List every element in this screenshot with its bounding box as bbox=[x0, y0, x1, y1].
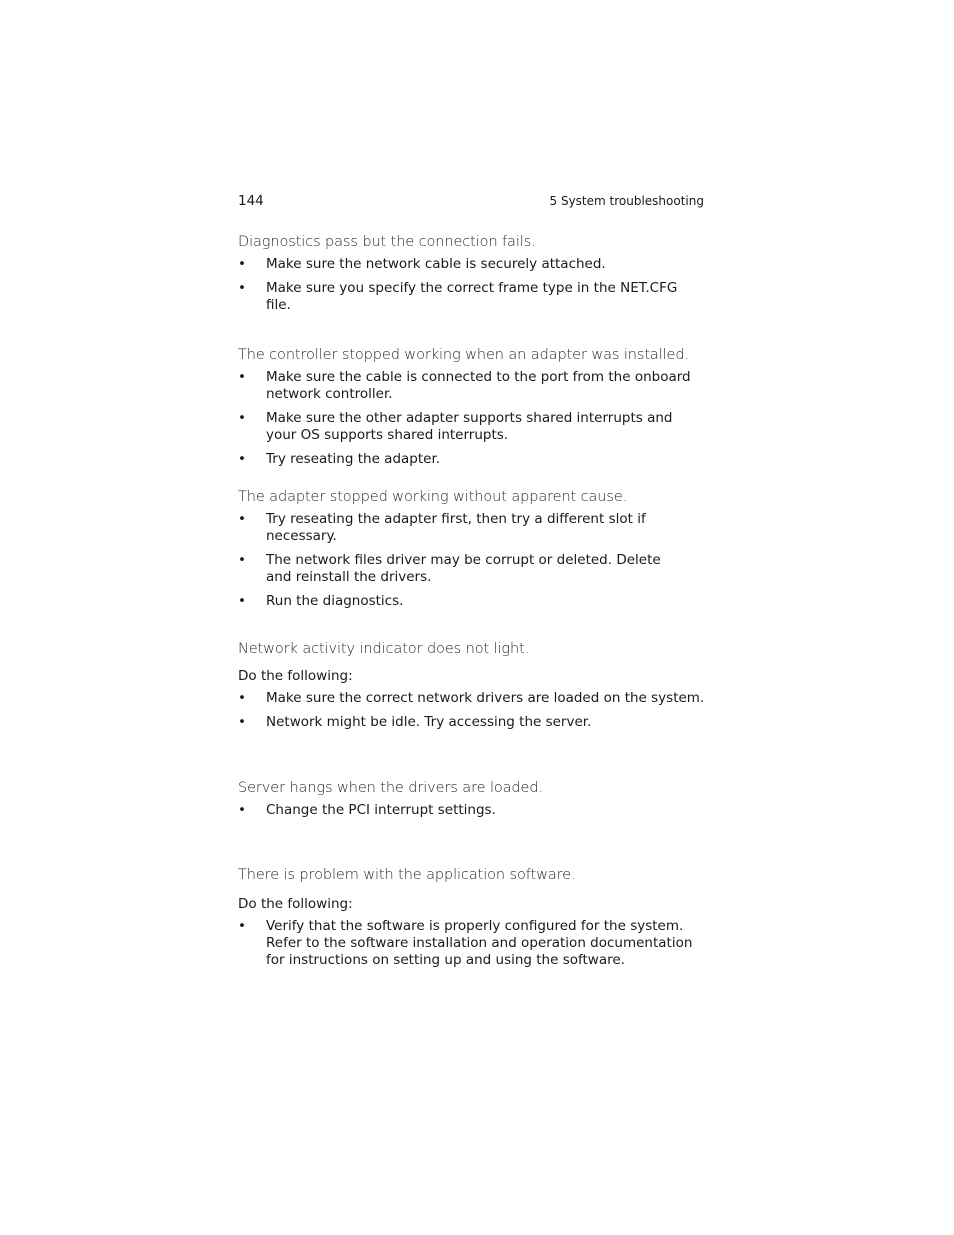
list-item bbox=[238, 451, 706, 468]
section-heading: The controller stopped working when an adapter was installed. bbox=[238, 347, 689, 363]
list-item bbox=[238, 369, 696, 403]
list-item bbox=[238, 552, 686, 586]
troubleshooting-section bbox=[238, 639, 708, 738]
list-item bbox=[238, 918, 706, 969]
list-item bbox=[238, 690, 706, 707]
list-item bbox=[238, 410, 706, 444]
bullet-icon: • bbox=[238, 369, 246, 385]
list-item bbox=[238, 256, 706, 273]
list-item-text: Verify that the software is properly configured for the system. Refer to the software installation and operation documentation for instructions on setting up and using the software. bbox=[266, 918, 693, 968]
list-item bbox=[238, 280, 706, 314]
bullet-icon: • bbox=[238, 918, 246, 934]
section-heading: Diagnostics pass but the connection fails. bbox=[238, 234, 536, 250]
running-head: 5 System troubleshooting bbox=[549, 194, 704, 208]
list-item-text: Make sure you specify the correct frame type in the NET.CFG file. bbox=[266, 280, 678, 313]
bullet-list bbox=[238, 256, 708, 314]
list-item bbox=[238, 511, 711, 545]
section-heading: There is problem with the application software. bbox=[238, 867, 576, 883]
bullet-list bbox=[238, 511, 708, 610]
list-item-text: Try reseating the adapter first, then try a different slot if necessary. bbox=[266, 511, 646, 544]
bullet-list bbox=[238, 802, 708, 819]
bullet-icon: • bbox=[238, 410, 246, 426]
bullet-list bbox=[238, 369, 708, 468]
list-item-text: Make sure the other adapter supports shared interrupts and your OS supports shared interrupts. bbox=[266, 410, 673, 443]
list-item-text: Make sure the network cable is securely attached. bbox=[266, 256, 606, 272]
list-item-text: Try reseating the adapter. bbox=[266, 451, 441, 467]
bullet-icon: • bbox=[238, 256, 246, 272]
troubleshooting-section bbox=[238, 487, 708, 617]
list-item-text: Make sure the cable is connected to the port from the onboard network controller. bbox=[266, 369, 691, 402]
bullet-icon: • bbox=[238, 593, 246, 609]
bullet-icon: • bbox=[238, 552, 246, 568]
troubleshooting-section bbox=[238, 865, 708, 976]
list-item-text: Make sure the correct network drivers are loaded on the system. bbox=[266, 690, 705, 706]
section-heading: Server hangs when the drivers are loaded. bbox=[238, 780, 543, 796]
bullet-icon: • bbox=[238, 280, 246, 296]
list-item-text: The network files driver may be corrupt or deleted. Delete and reinstall the drivers. bbox=[266, 552, 661, 585]
list-item bbox=[238, 802, 706, 819]
troubleshooting-section bbox=[238, 232, 708, 321]
bullet-icon: • bbox=[238, 511, 246, 527]
bullet-icon: • bbox=[238, 802, 246, 818]
list-item-text: Change the PCI interrupt settings. bbox=[266, 802, 496, 818]
section-intro: Do the following: bbox=[238, 896, 353, 912]
section-intro: Do the following: bbox=[238, 668, 353, 684]
list-item-text: Run the diagnostics. bbox=[266, 593, 404, 609]
page-number: 144 bbox=[238, 193, 264, 209]
bullet-icon: • bbox=[238, 690, 246, 706]
bullet-icon: • bbox=[238, 451, 246, 467]
list-item bbox=[238, 714, 706, 731]
list-item bbox=[238, 593, 706, 610]
list-item-text: Network might be idle. Try accessing the server. bbox=[266, 714, 592, 730]
section-heading: Network activity indicator does not light. bbox=[238, 641, 530, 657]
bullet-icon: • bbox=[238, 714, 246, 730]
bullet-list bbox=[238, 690, 708, 731]
bullet-list bbox=[238, 918, 708, 969]
troubleshooting-section bbox=[238, 778, 708, 826]
section-heading: The adapter stopped working without apparent cause. bbox=[238, 489, 628, 505]
troubleshooting-section bbox=[238, 345, 708, 475]
page-header bbox=[238, 191, 704, 211]
